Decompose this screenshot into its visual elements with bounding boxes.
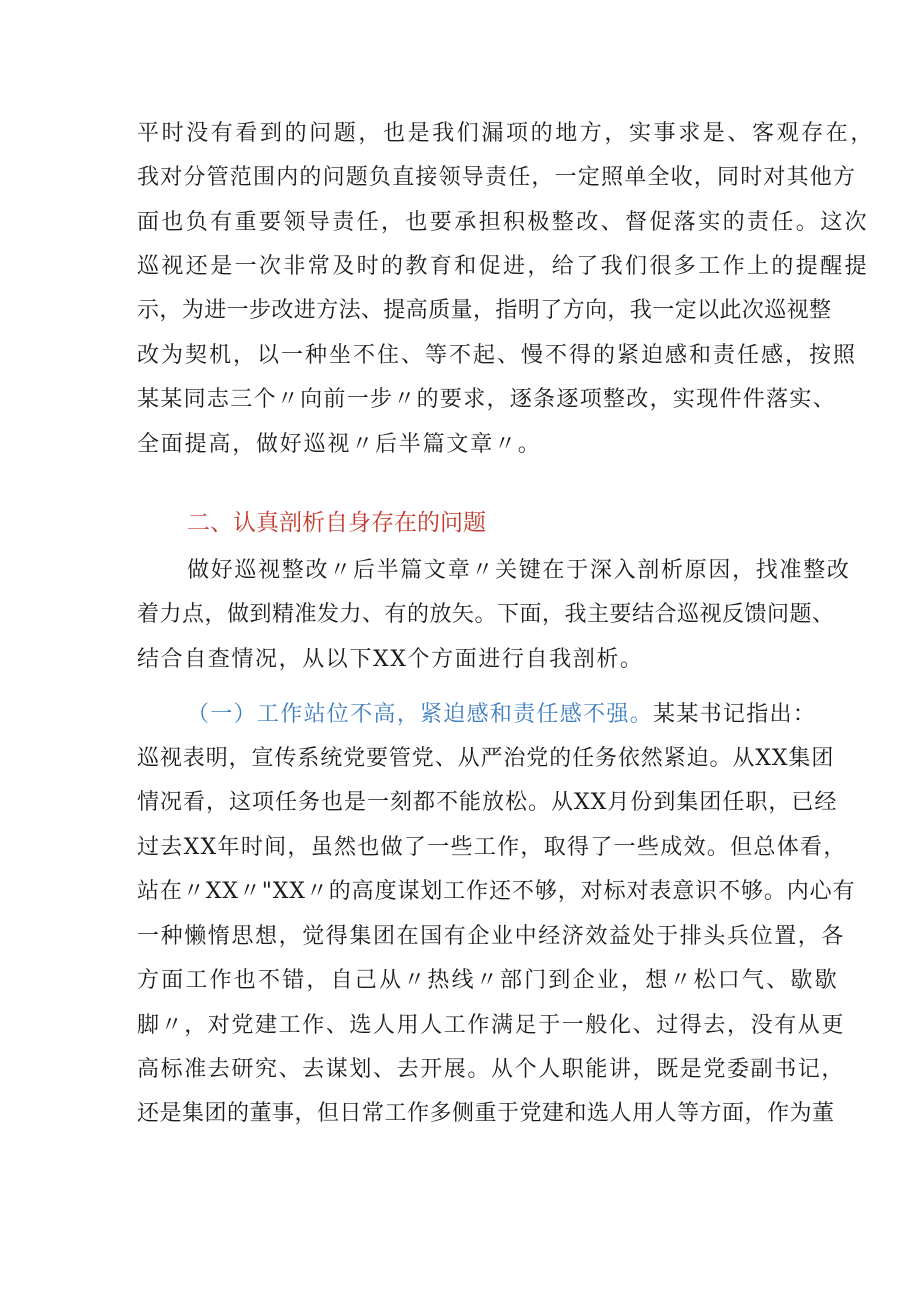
paragraph-first-line [187,701,816,729]
paragraph-line: 过去XX年时间，虽然也做了一些工作，取得了一些成效。但总体看， [137,835,847,860]
paragraph-line: 示，为进一步改进方法、提高质量，指明了方向，我一定以此次巡视整 [137,298,832,323]
paragraph-line: 高标准去研究、去谋划、去开展。从个人职能讲，既是党委副书记， [137,1057,846,1082]
section-heading: 二、认真剖析自身存在的问题 [187,510,486,536]
paragraph-line: 站在〃XX〃"XX〃的高度谋划工作还不够，对标对表意识不够。内心有 [137,879,856,904]
paragraph-line: 还是集团的董事，但日常工作多侧重于党建和选人用人等方面，作为董 [137,1101,835,1126]
paragraph-line: 方面工作也不错，自己从〃热线〃部门到企业，想〃松口气、歇歇 [137,968,839,993]
paragraph-line: 巡视表明，宣传系统党要管党、从严治党的任务依然紧迫。从XX集团 [137,746,835,771]
paragraph-line: 情况看，这项任务也是一刻都不能放松。从XX月份到集团任职，已经 [137,790,838,815]
paragraph-line: 改为契机，以一种坐不住、等不起、慢不得的紧迫感和责任感，按照 [137,343,858,368]
paragraph-line: 做好巡视整改〃后半篇文章〃关键在于深入剖析原因，找准整改 [187,558,851,583]
paragraph-line: 巡视还是一次非常及时的教育和促进，给了我们很多工作上的提醒提 [137,254,870,279]
subheading-rest: 某某书记指出： [653,702,817,727]
paragraph-line: 我对分管范围内的问题负直接领导责任，一定照单全收，同时对其他方 [137,165,857,190]
paragraph-line: 一种懒惰思想，觉得集团在国有企业中经济效益处于排头兵位置，各 [137,924,846,949]
paragraph-line: 结合自查情况，从以下XX个方面进行自我剖析。 [137,647,644,672]
paragraph-line: 某某同志三个〃向前一步〃的要求，逐条逐项整改，实现件件落实、 [137,387,837,412]
paragraph-line: 脚〃，对党建工作、选人用人工作满足于一般化、过得去，没有从更 [137,1013,846,1038]
paragraph-line: 全面提高，做好巡视〃后半篇文章〃。 [137,432,542,457]
paragraph-line: 平时没有看到的问题，也是我们漏项的地方，实事求是、客观存在， [137,121,876,146]
subheading: （一）工作站位不高，紧迫感和责任感不强。 [187,702,654,727]
paragraph-line: 面也负有重要领导责任，也要承担积极整改、督促落实的责任。这次 [137,210,870,235]
paragraph-line: 着力点，做到精准发力、有的放矢。下面，我主要结合巡视反馈问题、 [137,602,835,627]
